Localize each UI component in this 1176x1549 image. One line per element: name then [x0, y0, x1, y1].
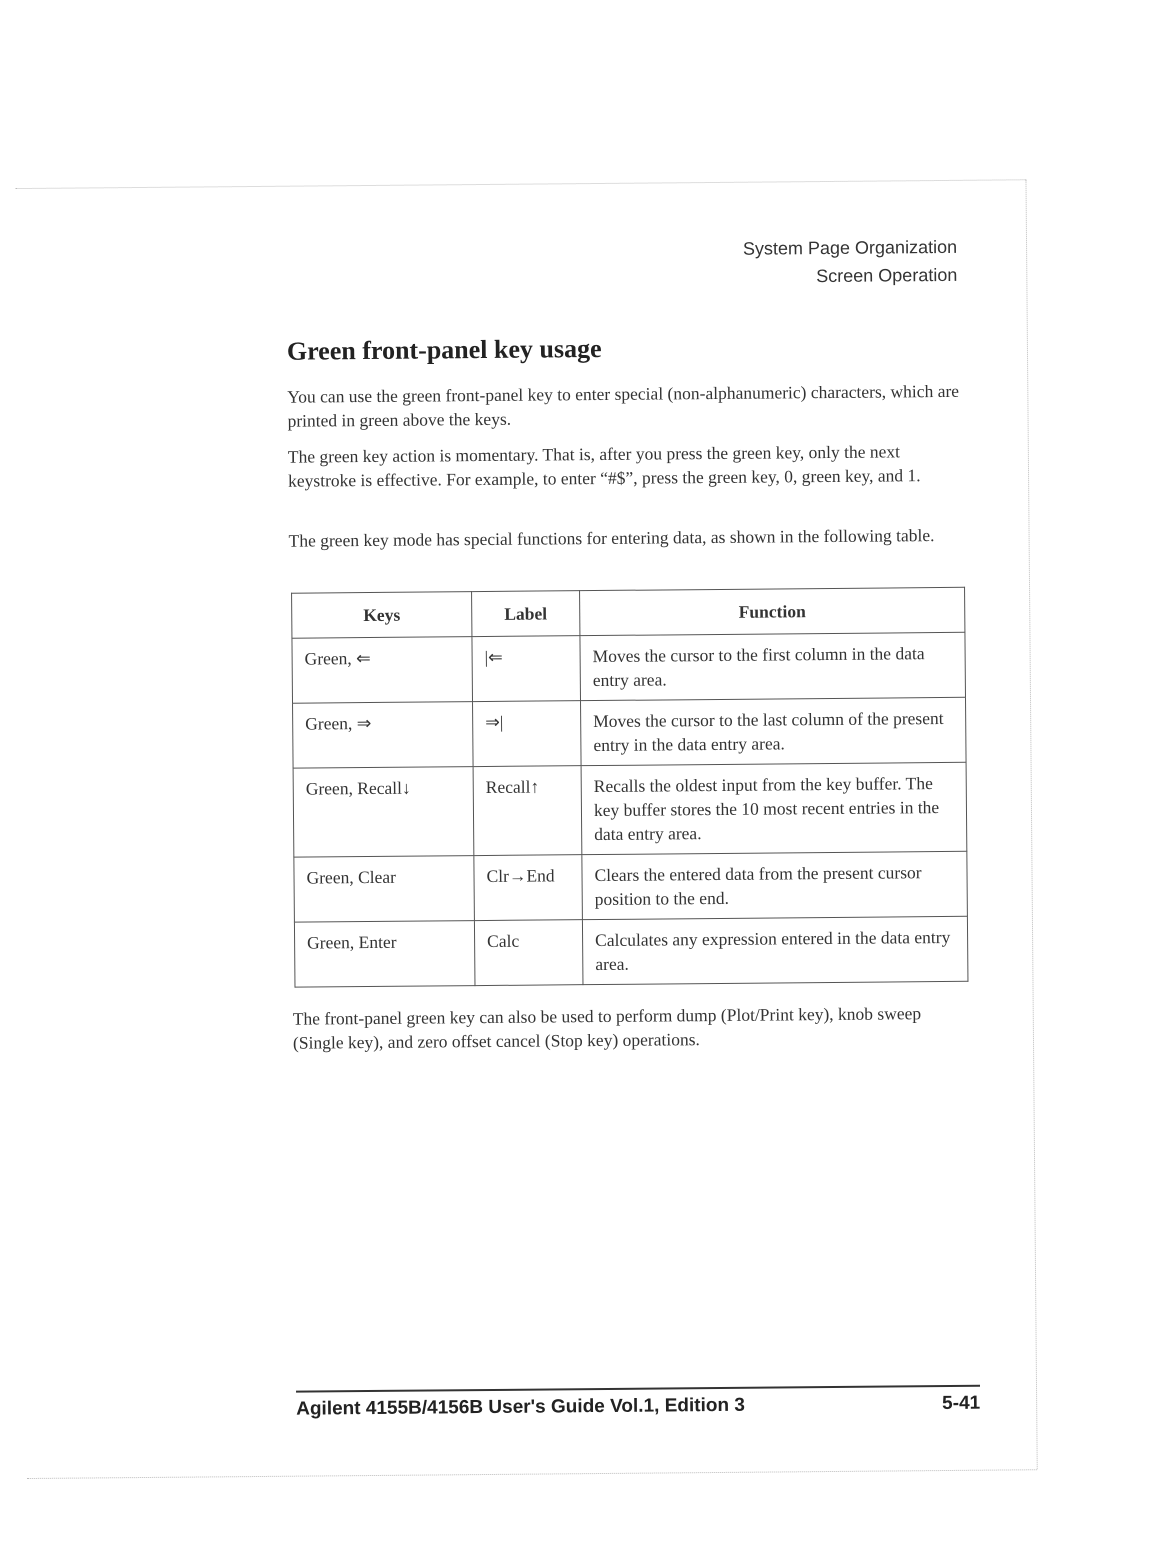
cell-function: Recalls the oldest input from the key buffer. The key buffer stores the 10 most recent entries in the data entry area. [581, 762, 967, 854]
table-row [293, 762, 967, 857]
cell-function: Calculates any expression entered in the data entry area. [582, 916, 968, 984]
cell-keys: Green, ⇒ [293, 702, 474, 769]
page-number: 5-41 [942, 1392, 981, 1415]
table-row [293, 697, 967, 768]
table-row [294, 851, 968, 922]
cell-keys: Green, Clear [294, 856, 475, 923]
cell-label: Clr→End [474, 855, 583, 921]
footer [296, 1393, 980, 1421]
cell-label: Calc [474, 920, 583, 986]
table-row [294, 916, 968, 987]
cell-keys: Green, ⇐ [292, 637, 473, 704]
running-header [743, 233, 958, 291]
cell-label: Recall↑ [473, 766, 582, 856]
paragraph-2: The green key action is momentary. That is, after you press the green key, only the next keystroke is effective. For example, to enter “#$”, press the green key, 0, green key, and 1. [287, 441, 921, 491]
cell-function: Moves the cursor to the first column in the data entry area. [580, 632, 966, 700]
header-section: Screen Operation [816, 264, 958, 287]
page-edge-right [1025, 179, 1037, 1469]
green-key-table [291, 587, 968, 988]
page-edge-bottom [27, 1469, 1037, 1479]
header-keys: Keys [292, 592, 472, 639]
paragraph-1: You can use the green front-panel key to enter special (non-alphanumeric) characters, which are printed in green above the keys. [287, 380, 960, 431]
paragraph-after-table: The front-panel green key can also be used to perform dump (Plot/Print key), knob sweep (Single key), and zero offset cancel (Stop key) operations. [292, 1003, 922, 1053]
header-label: Label [472, 591, 580, 637]
cell-label: ⇒| [473, 701, 582, 767]
table-header-row [292, 587, 965, 638]
cell-keys: Green, Recall↓ [293, 767, 474, 858]
cell-label: |⇐ [472, 636, 581, 702]
table-row [292, 632, 966, 703]
paragraph-3: The green key mode has special functions for entering data, as shown in the following table. [288, 525, 935, 551]
footer-rule [296, 1385, 980, 1393]
section-title: Green front-panel key usage [286, 333, 602, 366]
page-edge-top [16, 179, 1026, 189]
footer-title: Agilent 4155B/4156B User's Guide Vol.1, Edition 3 [296, 1394, 745, 1420]
header-function: Function [580, 587, 965, 635]
cell-function: Moves the cursor to the last column of the present entry in the data entry area. [581, 697, 967, 765]
cell-function: Clears the entered data from the present cursor position to the end. [582, 851, 968, 919]
cell-keys: Green, Enter [294, 921, 475, 988]
header-chapter: System Page Organization [742, 236, 958, 259]
